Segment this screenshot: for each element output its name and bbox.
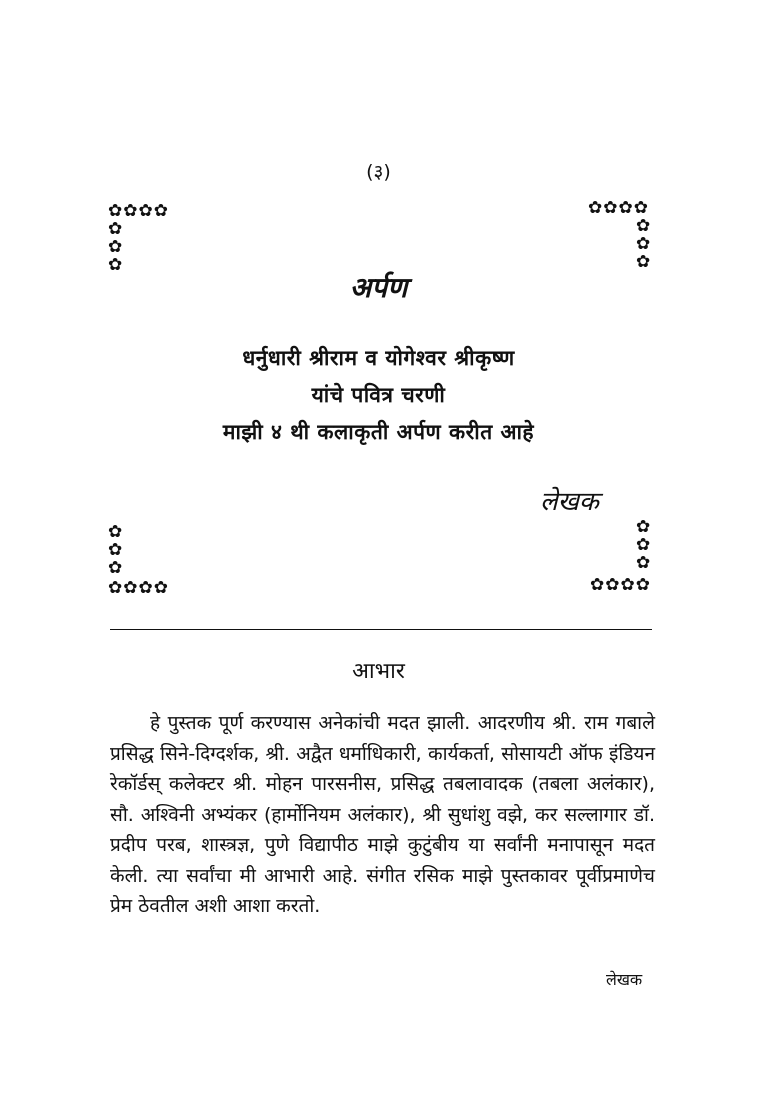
flower-icon: ✿ (636, 517, 651, 537)
acknowledgement-signature: लेखक (606, 970, 643, 989)
dedication-signature: लेखक (540, 487, 599, 517)
flower-icon: ✿ (636, 216, 651, 236)
flower-icon: ✿ (636, 553, 651, 573)
flower-icon: ✿ (636, 234, 651, 254)
page-number: (३) (366, 161, 391, 183)
flower-icon-row: ✿✿✿✿ (108, 578, 169, 598)
dedication-title: अर्पण (349, 271, 408, 304)
acknowledgement-body: हे पुस्तक पूर्ण करण्यास अनेकांची मदत झाली. आदरणीय श्री. राम गबाले प्रसिद्ध सिने-दिग्दर्शक, श्री. अद्वैत धर्माधिकारी, कार्यकर्ता, सोसायटी ऑफ इंडियन रेकॉर्डस् कलेक्टर श्री. मोहन पारसनीस, प्रसिद्ध तबलावादक (तबला अलंकार), सौ. अश्विनी अभ्यंकर (हार्मोनियम अलंकार), श्री सुधांशु वझे, कर सल्लागार डॉ. प्रदीप परब, शास्त्रज्ञ, पुणे विद्यापीठ माझे कुटुंबीय या सर्वांनी मनापासून मदत केली. त्या सर्वांचा मी आभारी आहे. संगीत रसिक माझे पुस्तकावर पूर्वीप्रमाणेच प्रेम ठेवतील अशी आशा करतो. (110, 712, 655, 917)
flower-icon-row: ✿✿✿✿ (588, 198, 649, 218)
flower-icon: ✿ (636, 535, 651, 555)
flower-icon: ✿ (108, 219, 123, 239)
flower-icon: ✿ (108, 237, 123, 257)
flower-icon: ✿ (636, 252, 651, 272)
flower-icon-row: ✿✿✿✿ (108, 201, 169, 221)
section-divider (110, 629, 652, 630)
acknowledgement-title: आभार (352, 659, 405, 684)
dedication-line: धर्नुधारी श्रीराम व योगेश्वर श्रीकृष्ण (242, 346, 515, 370)
flower-icon: ✿ (108, 522, 123, 542)
flower-icon: ✿ (108, 540, 123, 560)
flower-icon: ✿ (108, 558, 123, 578)
dedication-line: माझी ४ थी कलाकृती अर्पण करीत आहे (222, 420, 535, 444)
flower-icon: ✿ (108, 255, 123, 275)
flower-icon-row: ✿✿✿✿ (590, 575, 651, 595)
dedication-line: यांचे पवित्र चरणी (311, 383, 446, 407)
